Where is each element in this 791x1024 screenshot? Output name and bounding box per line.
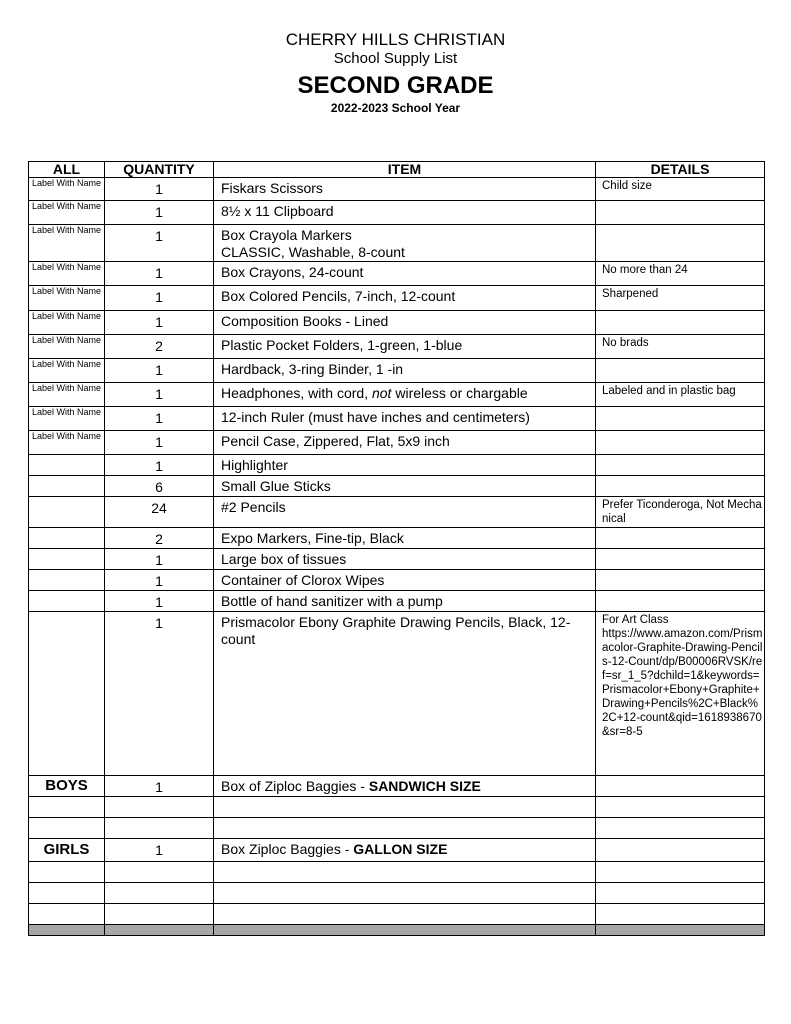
label-note: [29, 528, 105, 549]
details-cell: [596, 476, 765, 497]
details-cell: No more than 24: [596, 262, 765, 286]
quantity-cell: 2: [105, 335, 214, 359]
details-cell: [596, 612, 765, 776]
table-row-blank: [29, 883, 765, 904]
label-note: Label With Name: [29, 286, 105, 311]
item-cell: Prismacolor Ebony Graphite Drawing Pencils, Black, 12-count: [214, 612, 596, 776]
list-subtitle: School Supply List: [333, 50, 458, 67]
label-note: Label With Name: [29, 311, 105, 335]
table-row: [29, 359, 765, 383]
item-text-end: wireless or chargable: [391, 385, 528, 401]
table-footer-shaded-row: [29, 925, 765, 936]
item-cell: Pencil Case, Zippered, Flat, 5x9 inch: [214, 431, 596, 455]
label-note: Label With Name: [29, 407, 105, 431]
label-note: [29, 549, 105, 570]
quantity-cell: 24: [105, 497, 214, 528]
table-header-row: [29, 162, 765, 178]
quantity-cell: 1: [105, 776, 214, 797]
label-note: Label With Name: [29, 262, 105, 286]
item-cell: [214, 225, 596, 262]
details-cell: Prefer Ticonderoga, Not Mechanical: [596, 497, 765, 528]
quantity-cell: 1: [105, 839, 214, 862]
quantity-cell: 1: [105, 612, 214, 776]
label-note: [29, 497, 105, 528]
quantity-cell: 1: [105, 383, 214, 407]
quantity-cell: 1: [105, 431, 214, 455]
details-cell: No brads: [596, 335, 765, 359]
table-row: [29, 570, 765, 591]
quantity-cell: 1: [105, 591, 214, 612]
school-name: CHERRY HILLS CHRISTIAN: [285, 30, 506, 49]
table-row: [29, 286, 765, 311]
item-cell: [214, 776, 596, 797]
details-cell: [596, 528, 765, 549]
item-cell: #2 Pencils: [214, 497, 596, 528]
label-note: Label With Name: [29, 225, 105, 262]
label-note: Label With Name: [29, 431, 105, 455]
details-cell: [596, 225, 765, 262]
table-row: [29, 335, 765, 359]
item-text: Box of Ziploc Baggies -: [221, 778, 369, 794]
item-cell: Bottle of hand sanitizer with a pump: [214, 591, 596, 612]
label-note: [29, 476, 105, 497]
table-row: [29, 455, 765, 476]
col-header-details: DETAILS: [596, 162, 765, 178]
quantity-cell: 1: [105, 570, 214, 591]
item-cell: Hardback, 3-ring Binder, 1 -in: [214, 359, 596, 383]
table-row: [29, 612, 765, 776]
item-cell: Composition Books - Lined: [214, 311, 596, 335]
item-cell: Large box of tissues: [214, 549, 596, 570]
table-row: [29, 431, 765, 455]
label-note: Label With Name: [29, 178, 105, 201]
details-cell: Sharpened: [596, 286, 765, 311]
school-year: 2022-2023 School Year: [330, 101, 461, 115]
quantity-cell: 1: [105, 201, 214, 225]
details-line: For Art Class: [602, 614, 669, 626]
item-text: Box Ziploc Baggies -: [221, 841, 354, 857]
item-cell: 12-inch Ruler (must have inches and centimeters): [214, 407, 596, 431]
quantity-cell: 1: [105, 311, 214, 335]
quantity-cell: 1: [105, 549, 214, 570]
label-note: [29, 455, 105, 476]
quantity-cell: 1: [105, 286, 214, 311]
item-cell: Small Glue Sticks: [214, 476, 596, 497]
item-cell: [214, 383, 596, 407]
table-row: [29, 476, 765, 497]
item-cell: 8½ x 11 Clipboard: [214, 201, 596, 225]
table-row-girls: [29, 839, 765, 862]
item-line-2: CLASSIC, Washable, 8-count: [221, 244, 405, 260]
table-row-boys: [29, 776, 765, 797]
quantity-cell: 6: [105, 476, 214, 497]
quantity-cell: 2: [105, 528, 214, 549]
col-header-item: ITEM: [214, 162, 596, 178]
item-bold: SANDWICH SIZE: [368, 778, 481, 794]
quantity-cell: 1: [105, 225, 214, 262]
label-note: [29, 591, 105, 612]
table-row: [29, 528, 765, 549]
table-row: [29, 591, 765, 612]
quantity-cell: 1: [105, 407, 214, 431]
details-cell: [596, 407, 765, 431]
item-cell: Fiskars Scissors: [214, 178, 596, 201]
table-row: [29, 407, 765, 431]
quantity-cell: 1: [105, 262, 214, 286]
amazon-link-text: https://www.amazon.com/Prismacolor-Graphite-Drawing-Pencils-12-Count/dp/B00006RVSK/ref=sr_1_5?dchild=1&keywords=Prismacolor+Ebony+Graphite+Drawing+Pencils%2C+Black%2C+12-count&qid=1618938670&sr=8-5: [602, 628, 763, 738]
item-cell: Plastic Pocket Folders, 1-green, 1-blue: [214, 335, 596, 359]
table-row: [29, 497, 765, 528]
boys-section-label: BOYS: [29, 776, 105, 797]
label-note: [29, 570, 105, 591]
details-cell: [596, 455, 765, 476]
item-cell: [214, 839, 596, 862]
item-cell: Box Crayons, 24-count: [214, 262, 596, 286]
quantity-cell: 1: [105, 455, 214, 476]
details-cell: [596, 431, 765, 455]
label-note: Label With Name: [29, 201, 105, 225]
supply-table: [28, 161, 765, 936]
details-cell: [596, 776, 765, 797]
item-text: Headphones, with cord,: [221, 385, 372, 401]
girls-section-label: GIRLS: [29, 839, 105, 862]
item-bold: GALLON SIZE: [353, 841, 448, 857]
table-row-blank: [29, 818, 765, 839]
col-header-all: ALL: [29, 162, 105, 178]
table-row: [29, 311, 765, 335]
label-note: Label With Name: [29, 335, 105, 359]
item-emphasis: not: [371, 385, 392, 401]
details-cell: [596, 201, 765, 225]
item-cell: Container of Clorox Wipes: [214, 570, 596, 591]
col-header-quantity: QUANTITY: [105, 162, 214, 178]
details-cell: [596, 549, 765, 570]
table-row: [29, 178, 765, 201]
grade-title: SECOND GRADE: [297, 72, 494, 99]
table-row: [29, 549, 765, 570]
item-cell: Box Colored Pencils, 7-inch, 12-count: [214, 286, 596, 311]
item-cell: Expo Markers, Fine-tip, Black: [214, 528, 596, 549]
details-cell: Labeled and in plastic bag: [596, 383, 765, 407]
table-row: [29, 225, 765, 262]
label-note: [29, 612, 105, 776]
details-cell: [596, 839, 765, 862]
label-note: Label With Name: [29, 383, 105, 407]
item-line: Box Crayola Markers: [221, 227, 352, 243]
label-note: Label With Name: [29, 359, 105, 383]
table-row-blank: [29, 862, 765, 883]
details-cell: [596, 359, 765, 383]
table-row: [29, 262, 765, 286]
quantity-cell: 1: [105, 178, 214, 201]
table-row: [29, 201, 765, 225]
item-cell: Highlighter: [214, 455, 596, 476]
table-row: [29, 383, 765, 407]
quantity-cell: 1: [105, 359, 214, 383]
details-cell: [596, 591, 765, 612]
details-cell: [596, 570, 765, 591]
details-cell: [596, 311, 765, 335]
table-row-blank: [29, 904, 765, 925]
table-row-blank: [29, 797, 765, 818]
details-cell: Child size: [596, 178, 765, 201]
